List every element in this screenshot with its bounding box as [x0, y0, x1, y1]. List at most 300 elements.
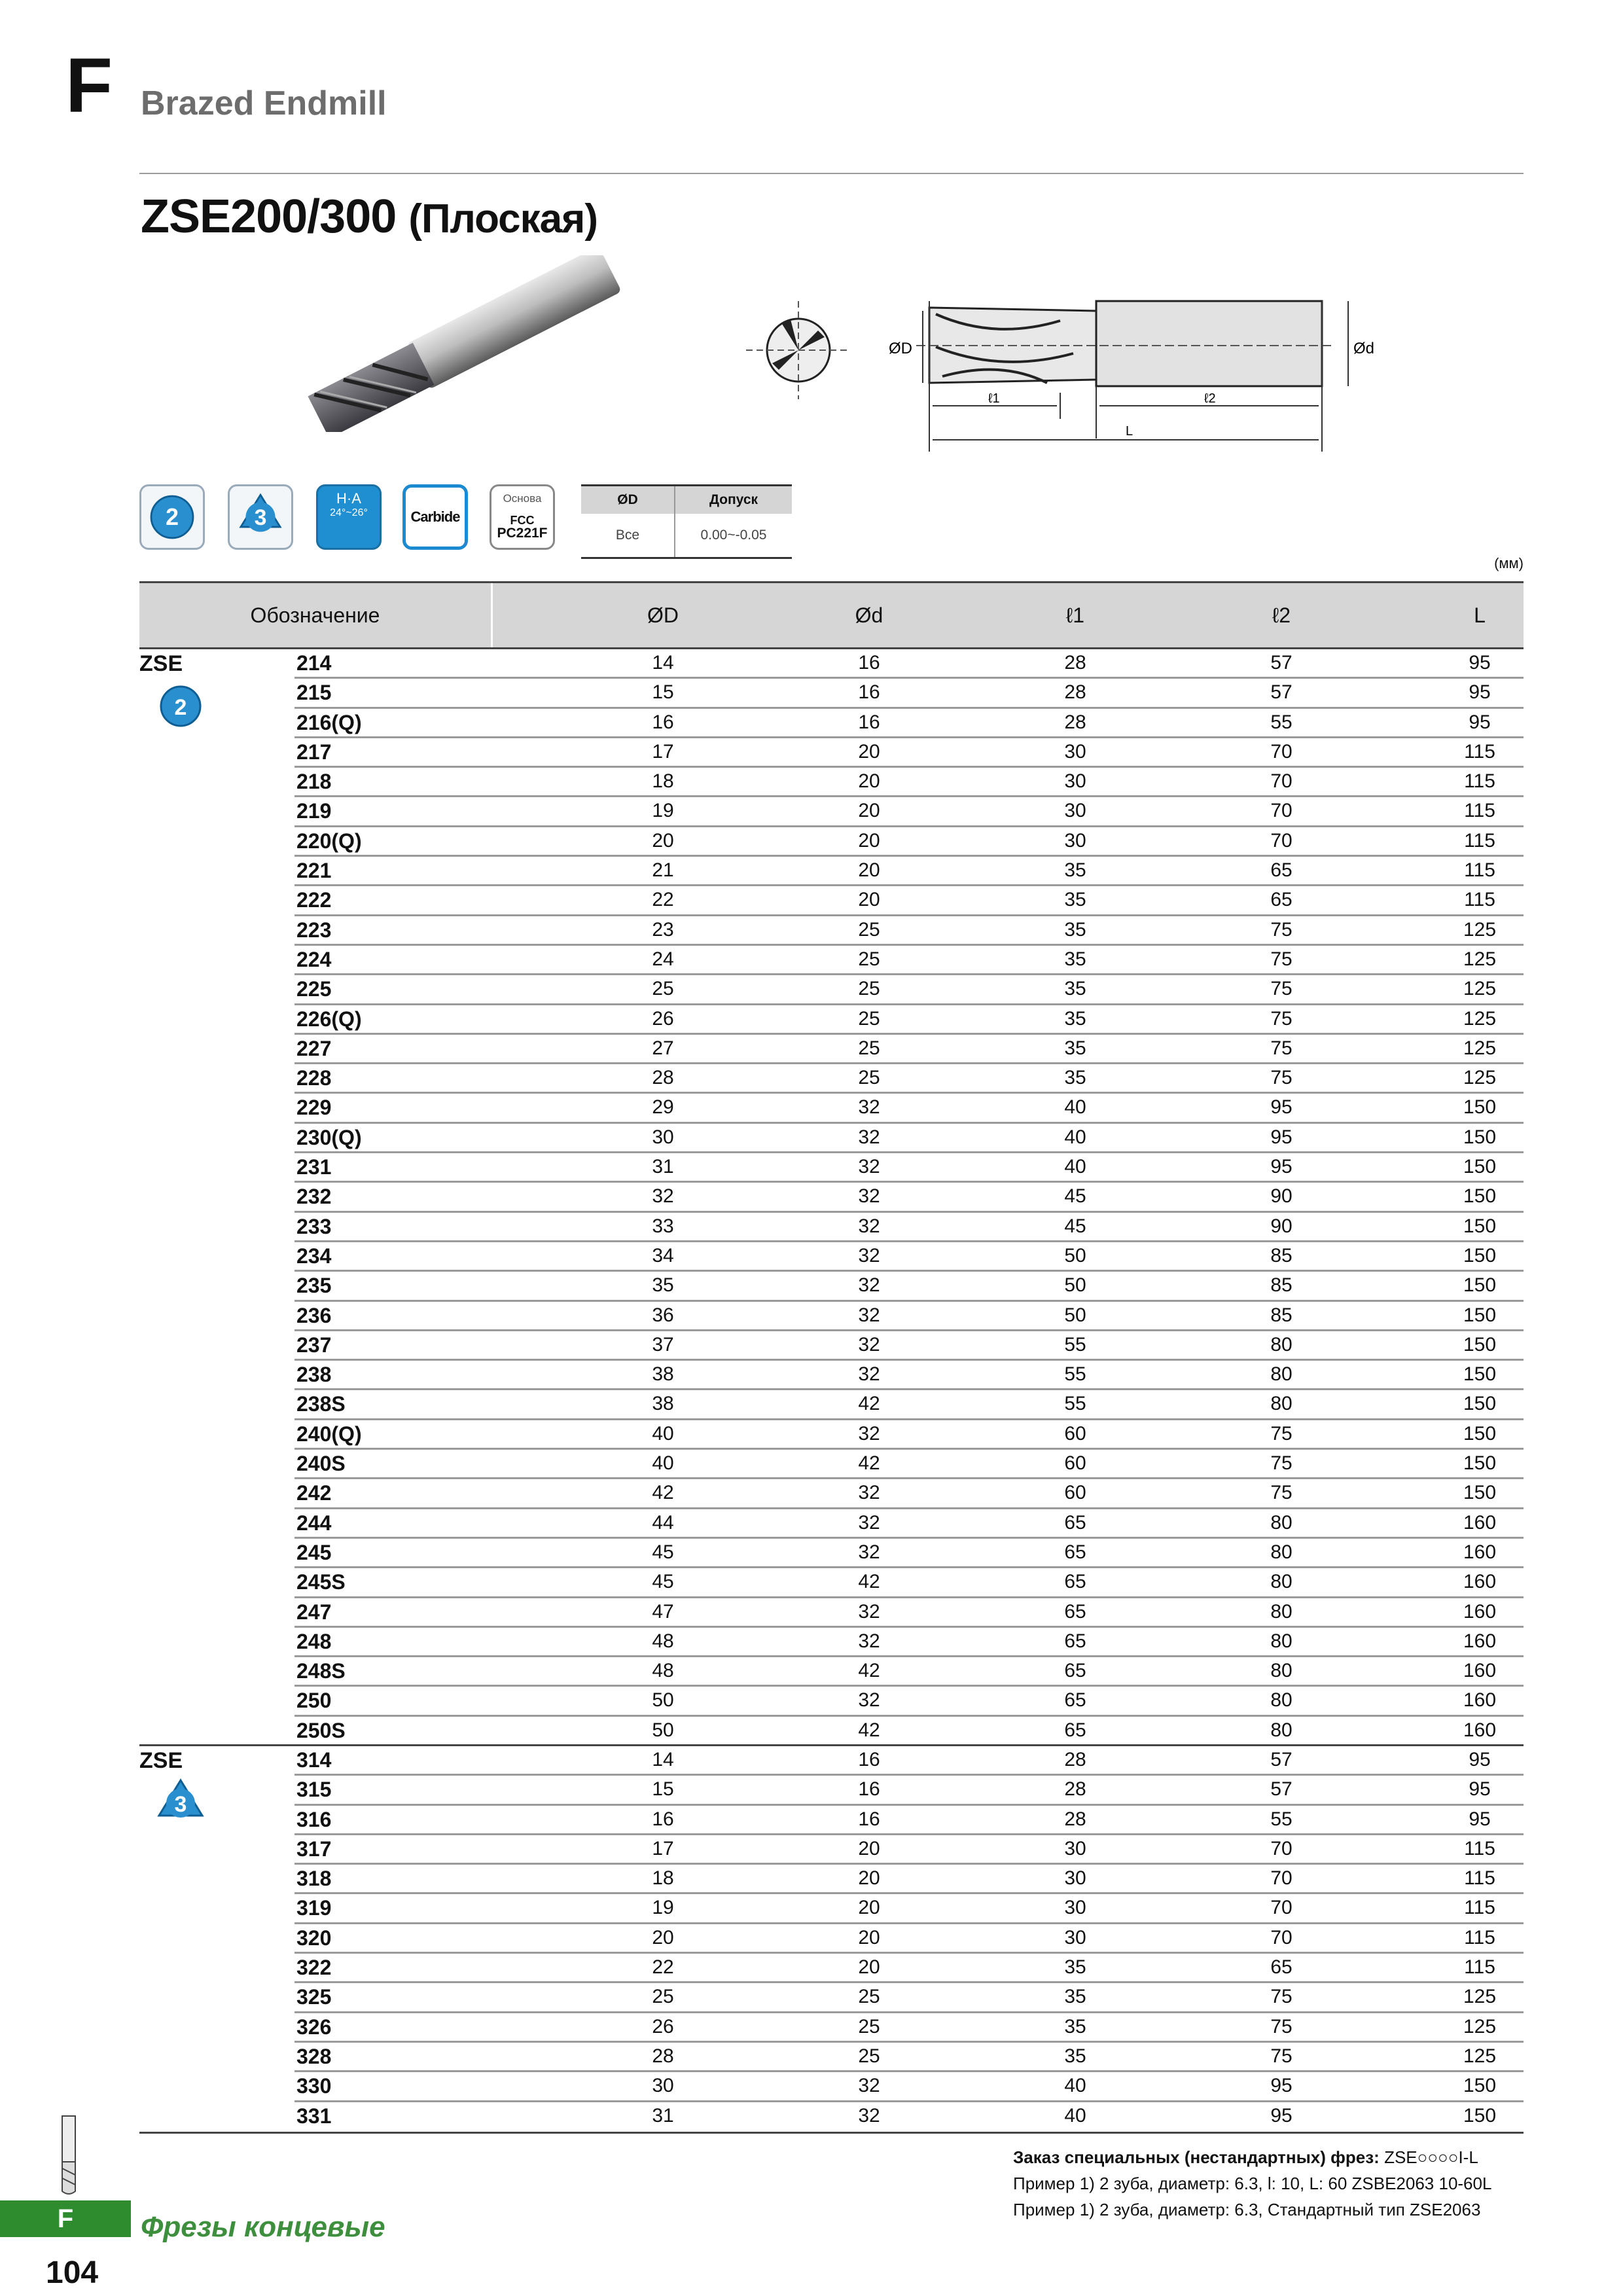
row-l2: 65: [1270, 889, 1293, 911]
row-l1: 60: [1064, 1482, 1086, 1504]
table-row: [139, 946, 1524, 975]
row-l2: 75: [1270, 1067, 1293, 1089]
unit-label: (мм): [1494, 555, 1524, 571]
flute-count-text: 2: [174, 695, 187, 720]
base-grade-2: PC221F: [497, 526, 548, 541]
row-l2: 75: [1270, 1482, 1293, 1504]
tolerance-header-dia: ØD: [581, 486, 675, 514]
row-code: 245S: [296, 1570, 346, 1594]
row-l2: 80: [1270, 1571, 1293, 1593]
row-L: 115: [1464, 1956, 1495, 1979]
row-code: 319: [296, 1896, 332, 1920]
table-body: [139, 649, 1524, 2132]
row-l2: 80: [1270, 1393, 1293, 1415]
series-label: ZSE: [139, 1748, 183, 1773]
carbide-text: Carbide: [410, 509, 460, 525]
row-l1: 28: [1064, 711, 1086, 733]
row-d: 32: [858, 1304, 880, 1326]
row-code: 242: [296, 1481, 332, 1505]
helix-title: H·A: [336, 490, 361, 507]
row-l2: 75: [1270, 2015, 1293, 2037]
table-row: [139, 886, 1524, 916]
row-L: 125: [1463, 1067, 1497, 1089]
row-L: 150: [1463, 1244, 1497, 1266]
row-L: 125: [1463, 978, 1497, 1000]
row-L: 125: [1463, 1986, 1497, 2008]
row-L: 115: [1464, 1837, 1495, 1859]
row-code: 314: [296, 1748, 332, 1772]
row-D: 40: [652, 1452, 674, 1475]
table-row: [139, 916, 1524, 946]
row-d: 42: [858, 1571, 880, 1593]
row-l1: 60: [1064, 1452, 1086, 1475]
table-row: [139, 1094, 1524, 1123]
row-l1: 60: [1064, 1422, 1086, 1444]
table-row: [139, 1124, 1524, 1153]
row-d: 32: [858, 1274, 880, 1297]
row-code: 238: [296, 1363, 332, 1387]
table-row: [139, 1539, 1524, 1568]
row-L: 150: [1463, 2104, 1497, 2126]
row-code: 316: [296, 1807, 332, 1831]
row-l2: 70: [1270, 829, 1293, 852]
row-D: 48: [652, 1630, 674, 1652]
row-L: 150: [1463, 2075, 1497, 2097]
three-flute-badge: [228, 484, 293, 550]
table-row: [139, 1213, 1524, 1242]
table-row: [139, 1806, 1524, 1835]
row-code: 233: [296, 1214, 332, 1238]
table-row: [139, 1064, 1524, 1094]
row-d: 16: [858, 1748, 880, 1770]
row-D: 42: [652, 1482, 674, 1504]
row-d: 25: [858, 2045, 880, 2067]
row-code: 240S: [296, 1452, 346, 1476]
row-D: 18: [652, 1867, 674, 1890]
table-row: [139, 738, 1524, 768]
row-code: 235: [296, 1274, 332, 1298]
row-code: 236: [296, 1303, 332, 1327]
row-d: 16: [858, 652, 880, 673]
row-code: 234: [296, 1244, 332, 1268]
row-code: 227: [296, 1036, 332, 1060]
row-d: 20: [858, 800, 880, 822]
helix-angle-badge: [316, 484, 382, 550]
row-l2: 70: [1270, 770, 1293, 793]
row-d: 25: [858, 978, 880, 1000]
row-l2: 85: [1270, 1274, 1293, 1297]
row-l1: 40: [1064, 1126, 1086, 1148]
row-code: 318: [296, 1867, 332, 1891]
row-l2: 75: [1270, 918, 1293, 941]
row-l2: 57: [1270, 1748, 1293, 1770]
table-row: [139, 1835, 1524, 1865]
row-code: 217: [296, 740, 332, 764]
tolerance-cell-tol: 0.00~-0.05: [675, 514, 792, 558]
row-D: 15: [652, 1778, 674, 1801]
row-l1: 55: [1064, 1363, 1086, 1386]
row-L: 160: [1463, 1719, 1497, 1741]
page-number: 104: [46, 2255, 99, 2290]
row-L: 95: [1469, 1808, 1491, 1830]
row-code: 231: [296, 1155, 332, 1179]
row-l1: 35: [1064, 1037, 1086, 1059]
row-d: 20: [858, 740, 880, 762]
row-d: 20: [858, 1867, 880, 1890]
row-D: 50: [652, 1719, 674, 1741]
row-L: 125: [1463, 1037, 1497, 1059]
row-d: 32: [858, 1630, 880, 1652]
diagram-label-l2: ℓ2: [1204, 391, 1216, 406]
note-code: ZSE○○○○I-L: [1384, 2147, 1478, 2167]
row-d: 32: [858, 1215, 880, 1237]
row-l2: 70: [1270, 1897, 1293, 1919]
table-row: [139, 1657, 1524, 1687]
table-row: [139, 1242, 1524, 1272]
header-l1: ℓ1: [1065, 603, 1085, 627]
row-l1: 35: [1064, 978, 1086, 1000]
row-D: 30: [652, 1126, 674, 1148]
row-d: 32: [858, 1689, 880, 1712]
two-flute-badge: [139, 484, 205, 550]
diagram-label-d: Ød: [1353, 340, 1375, 357]
two-flute-icon: [141, 486, 203, 548]
row-code: 320: [296, 1926, 332, 1950]
row-code: 215: [296, 681, 332, 705]
row-d: 16: [858, 681, 880, 704]
row-l1: 65: [1064, 1719, 1086, 1741]
table-row: [139, 1954, 1524, 1983]
row-d: 32: [858, 1096, 880, 1119]
row-l2: 80: [1270, 1363, 1293, 1386]
row-l1: 28: [1064, 681, 1086, 704]
row-d: 32: [858, 1156, 880, 1178]
row-D: 20: [652, 1926, 674, 1948]
row-D: 22: [652, 889, 674, 911]
row-L: 125: [1463, 2015, 1497, 2037]
row-d: 25: [858, 2015, 880, 2037]
row-D: 32: [652, 1185, 674, 1208]
row-l1: 50: [1064, 1274, 1086, 1297]
tolerance-cell-dia: Все: [581, 514, 675, 558]
row-L: 150: [1463, 1185, 1497, 1208]
row-D: 28: [652, 2045, 674, 2067]
row-d: 20: [858, 1897, 880, 1919]
row-L: 150: [1463, 1215, 1497, 1237]
row-l1: 50: [1064, 1244, 1086, 1266]
table-row: [139, 1390, 1524, 1420]
row-l1: 30: [1064, 1867, 1086, 1890]
table-row: [139, 1924, 1524, 1954]
end-view-icon: [746, 301, 851, 399]
row-L: 95: [1469, 711, 1491, 733]
row-l2: 90: [1270, 1215, 1293, 1237]
row-l1: 40: [1064, 2075, 1086, 2097]
three-flute-icon: [230, 486, 291, 548]
row-D: 26: [652, 1007, 674, 1030]
row-l2: 85: [1270, 1304, 1293, 1326]
row-d: 32: [858, 1482, 880, 1504]
row-l2: 55: [1270, 1808, 1293, 1830]
row-d: 32: [858, 2075, 880, 2097]
row-L: 95: [1469, 1778, 1491, 1801]
row-L: 125: [1463, 1007, 1497, 1030]
row-l1: 35: [1064, 918, 1086, 941]
row-L: 95: [1469, 681, 1491, 704]
row-D: 16: [652, 1808, 674, 1830]
row-D: 24: [652, 948, 674, 970]
row-D: 21: [652, 859, 674, 882]
row-l1: 35: [1064, 1956, 1086, 1979]
row-l1: 35: [1064, 948, 1086, 970]
product-subtitle: (Плоская): [408, 196, 597, 242]
row-l1: 40: [1064, 1096, 1086, 1119]
row-l2: 80: [1270, 1660, 1293, 1682]
row-l1: 35: [1064, 2045, 1086, 2067]
product-code: ZSE200/300: [141, 190, 397, 243]
row-code: 237: [296, 1333, 332, 1357]
table-row: [139, 1717, 1524, 1746]
row-code: 238S: [296, 1392, 346, 1416]
row-D: 40: [652, 1422, 674, 1444]
table-row: [139, 1005, 1524, 1035]
row-l1: 50: [1064, 1304, 1086, 1326]
row-D: 25: [652, 1986, 674, 2008]
row-l1: 35: [1064, 2015, 1086, 2037]
row-l2: 95: [1270, 1096, 1293, 1119]
row-d: 42: [858, 1452, 880, 1475]
row-l2: 75: [1270, 1452, 1293, 1475]
endmill-thumbnail-icon: [52, 2113, 85, 2198]
row-code: 315: [296, 1778, 332, 1802]
row-l2: 80: [1270, 1689, 1293, 1712]
row-l1: 30: [1064, 740, 1086, 762]
table-row: [139, 1361, 1524, 1390]
row-L: 115: [1464, 770, 1495, 793]
row-D: 19: [652, 1897, 674, 1919]
row-d: 32: [858, 1126, 880, 1148]
header-D: ØD: [647, 603, 679, 627]
table-row: [139, 2072, 1524, 2102]
row-L: 95: [1469, 652, 1491, 673]
badge-flute3-text: 3: [254, 505, 267, 531]
table-row: [139, 1628, 1524, 1657]
row-code: 228: [296, 1066, 332, 1090]
table-row: [139, 1894, 1524, 1924]
row-d: 42: [858, 1719, 880, 1741]
row-l2: 95: [1270, 2075, 1293, 2097]
row-l1: 28: [1064, 1808, 1086, 1830]
row-L: 160: [1463, 1511, 1497, 1534]
row-code: 244: [296, 1511, 332, 1535]
table-row: [139, 1183, 1524, 1212]
row-l1: 65: [1064, 1630, 1086, 1652]
row-L: 160: [1463, 1660, 1497, 1682]
row-L: 150: [1463, 1452, 1497, 1475]
row-D: 29: [652, 1096, 674, 1119]
row-L: 150: [1463, 1304, 1497, 1326]
row-code: 248: [296, 1629, 332, 1653]
table-row: [139, 797, 1524, 827]
row-d: 32: [858, 1422, 880, 1444]
row-code: 322: [296, 1956, 332, 1980]
series-label: ZSE: [139, 651, 183, 676]
base-material-badge: [490, 484, 555, 550]
row-L: 160: [1463, 1571, 1497, 1593]
row-l2: 70: [1270, 1867, 1293, 1890]
row-L: 150: [1463, 1333, 1497, 1355]
row-d: 16: [858, 1778, 880, 1801]
row-code: 226(Q): [296, 1007, 362, 1031]
table-row: [139, 2043, 1524, 2072]
section-letter: F: [65, 43, 113, 129]
row-code: 248S: [296, 1659, 346, 1683]
badge-flute2-text: 2: [166, 504, 179, 531]
row-d: 25: [858, 1007, 880, 1030]
table-row: [139, 857, 1524, 886]
flute-count-text: 3: [174, 1791, 187, 1817]
carbide-badge: [402, 484, 468, 550]
row-l2: 85: [1270, 1244, 1293, 1266]
row-l1: 35: [1064, 1067, 1086, 1089]
row-d: 16: [858, 711, 880, 733]
table-row: [139, 975, 1524, 1005]
table-row: [139, 1687, 1524, 1716]
row-l1: 45: [1064, 1185, 1086, 1208]
row-L: 150: [1463, 1422, 1497, 1444]
row-d: 25: [858, 948, 880, 970]
row-code: 224: [296, 947, 332, 971]
row-code: 220(Q): [296, 829, 362, 853]
row-code: 328: [296, 2044, 332, 2068]
row-l1: 65: [1064, 1571, 1086, 1593]
row-D: 14: [652, 652, 674, 673]
row-L: 125: [1463, 2045, 1497, 2067]
row-l2: 57: [1270, 1778, 1293, 1801]
table-row: [139, 2013, 1524, 2043]
row-L: 160: [1463, 1630, 1497, 1652]
row-l2: 75: [1270, 1986, 1293, 2008]
row-D: 27: [652, 1037, 674, 1059]
row-D: 36: [652, 1304, 674, 1326]
row-D: 22: [652, 1956, 674, 1979]
table-row: [139, 709, 1524, 738]
row-D: 47: [652, 1600, 674, 1623]
row-D: 31: [652, 1156, 674, 1178]
row-D: 38: [652, 1393, 674, 1415]
row-l2: 70: [1270, 1837, 1293, 1859]
endmill-photo: [281, 255, 648, 432]
table-row: [139, 1302, 1524, 1331]
row-d: 42: [858, 1660, 880, 1682]
row-D: 14: [652, 1748, 674, 1770]
row-code: 218: [296, 770, 332, 794]
row-L: 150: [1463, 1393, 1497, 1415]
special-order-note: [1013, 2144, 1491, 2223]
row-L: 160: [1463, 1541, 1497, 1563]
header-L: L: [1474, 603, 1486, 627]
row-D: 45: [652, 1541, 674, 1563]
row-d: 25: [858, 1037, 880, 1059]
row-d: 32: [858, 1185, 880, 1208]
table-row: [139, 1331, 1524, 1361]
dimension-diagram: [720, 262, 1387, 458]
row-code: 222: [296, 888, 332, 912]
row-D: 45: [652, 1571, 674, 1593]
row-l1: 65: [1064, 1511, 1086, 1534]
row-L: 115: [1464, 889, 1495, 911]
row-d: 32: [858, 1363, 880, 1386]
row-D: 34: [652, 1244, 674, 1266]
row-D: 38: [652, 1363, 674, 1386]
row-D: 16: [652, 711, 674, 733]
table-bottom-rule: [139, 2132, 1524, 2134]
row-L: 150: [1463, 1096, 1497, 1119]
row-l2: 57: [1270, 681, 1293, 704]
row-L: 115: [1464, 829, 1495, 852]
row-l1: 55: [1064, 1333, 1086, 1355]
row-code: 330: [296, 2074, 332, 2098]
row-l1: 40: [1064, 2104, 1086, 2126]
row-d: 25: [858, 918, 880, 941]
helix-angle: 24°~26°: [330, 507, 368, 518]
row-l1: 30: [1064, 829, 1086, 852]
row-code: 317: [296, 1837, 332, 1861]
row-L: 150: [1463, 1156, 1497, 1178]
row-l1: 35: [1064, 1007, 1086, 1030]
row-l1: 35: [1064, 889, 1086, 911]
row-l1: 35: [1064, 1986, 1086, 2008]
row-code: 240(Q): [296, 1422, 362, 1446]
row-l1: 55: [1064, 1393, 1086, 1415]
row-L: 160: [1463, 1600, 1497, 1623]
row-l1: 30: [1064, 800, 1086, 822]
row-code: 214: [296, 651, 332, 675]
row-d: 25: [858, 1986, 880, 2008]
row-l1: 65: [1064, 1600, 1086, 1623]
header-designation: Обозначение: [250, 603, 380, 627]
row-D: 31: [652, 2104, 674, 2126]
row-L: 115: [1464, 740, 1495, 762]
row-D: 26: [652, 2015, 674, 2037]
row-l2: 80: [1270, 1541, 1293, 1563]
row-L: 115: [1464, 1897, 1495, 1919]
row-l2: 80: [1270, 1719, 1293, 1741]
row-l2: 70: [1270, 740, 1293, 762]
row-l1: 30: [1064, 770, 1086, 793]
table-row: [139, 2102, 1524, 2132]
row-l1: 65: [1064, 1689, 1086, 1712]
tolerance-table: [581, 484, 792, 559]
row-D: 33: [652, 1215, 674, 1237]
row-D: 17: [652, 1837, 674, 1859]
row-l1: 35: [1064, 859, 1086, 882]
row-l2: 55: [1270, 711, 1293, 733]
base-label: Основа: [503, 492, 542, 505]
row-l1: 28: [1064, 652, 1086, 673]
footer-category: Фрезы концевые: [141, 2211, 385, 2243]
row-l1: 28: [1064, 1778, 1086, 1801]
row-d: 16: [858, 1808, 880, 1830]
row-l1: 65: [1064, 1660, 1086, 1682]
row-code: 229: [296, 1096, 332, 1120]
row-code: 225: [296, 977, 332, 1001]
row-L: 125: [1463, 918, 1497, 941]
row-D: 18: [652, 770, 674, 793]
table-row: [139, 1776, 1524, 1805]
base-grade-1: FCC: [510, 514, 535, 527]
row-l1: 30: [1064, 1837, 1086, 1859]
